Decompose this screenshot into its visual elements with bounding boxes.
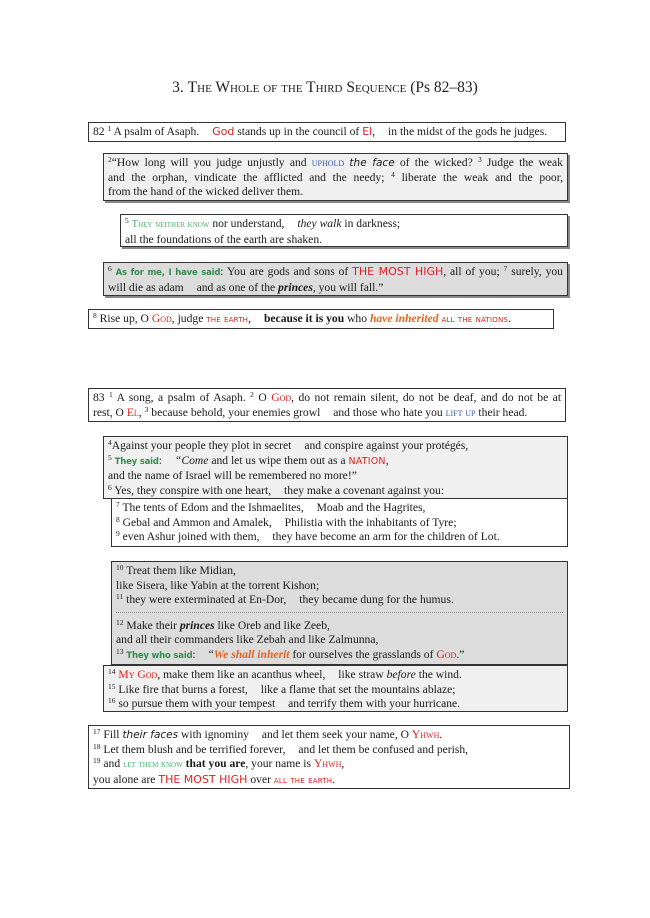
- text: , all of you;: [443, 265, 500, 278]
- heading-number: 3.: [172, 79, 184, 96]
- text: , judge: [171, 312, 204, 325]
- text: and let them be confused and perish,: [298, 742, 469, 756]
- text: Against your people they plot in secret: [111, 439, 292, 452]
- text: : You are gods: [220, 265, 290, 278]
- ps82-v5-line2: all the foundations of the earth are shaken.: [125, 232, 323, 246]
- text: .: [332, 772, 336, 786]
- text: Like fire that burns a forest,: [118, 682, 248, 696]
- text: they have become an arm for the children of Lot.: [272, 530, 500, 543]
- verse-number: 1: [109, 390, 113, 399]
- verse-number: 8: [93, 311, 97, 320]
- verse-number: 3: [144, 404, 149, 414]
- verse-number: 1: [107, 124, 112, 133]
- text: , you will fall.”: [312, 280, 384, 294]
- text: they became dung for the humus.: [299, 593, 454, 606]
- verse-number: 17: [93, 727, 101, 736]
- verse-number: 4: [391, 169, 395, 179]
- because-term: because it is you: [263, 312, 345, 325]
- text: and the orphan,: [108, 170, 188, 184]
- heading-ref: (Ps 82–83): [410, 79, 478, 96]
- most-high-term: THE MOST HIGH: [158, 772, 248, 786]
- text: , make them like an acanthus wheel,: [157, 668, 326, 681]
- text: .: [439, 728, 443, 741]
- text: Rise up, O: [99, 312, 149, 325]
- text: over: [250, 772, 271, 786]
- before-term: before: [386, 668, 416, 681]
- ps83-v19-line: [93, 757, 565, 773]
- ps83-v4-box: [103, 436, 568, 499]
- earth-term: the earth: [206, 314, 249, 325]
- ps83-v19-line2: [93, 773, 565, 789]
- yhwh-term: Yhwh: [411, 728, 440, 741]
- text: liberate the weak and the poor,: [401, 170, 564, 184]
- verse-number: 10: [116, 563, 124, 572]
- that-you-are-term: that you are: [185, 757, 246, 770]
- text: even Ashur joined with them,: [122, 530, 260, 543]
- verse-number: 6: [108, 482, 112, 492]
- lift-up-term: lift up: [445, 406, 476, 419]
- text: you alone are: [93, 772, 156, 786]
- text: Let them blush and be terrified forever,: [103, 742, 286, 756]
- princes-term: princes: [179, 618, 215, 632]
- ps83-v12-line1: [116, 619, 563, 634]
- ps82-v5-box: [120, 214, 568, 247]
- verse-number: 7: [116, 500, 120, 509]
- text: they make a covenant against you:: [284, 483, 445, 497]
- text: ,: [372, 125, 376, 138]
- text: so pursue them with your tempest: [118, 697, 276, 710]
- text: of the wicked?: [399, 156, 473, 169]
- text: and let them seek your name, O: [261, 728, 409, 741]
- verse-number: 9: [116, 529, 120, 538]
- let-them-know-term: let them know: [123, 759, 183, 770]
- text: Yes, they conspire with one heart,: [114, 483, 272, 497]
- verse-number: 12: [116, 617, 124, 627]
- text: Moab and the Hagrites,: [316, 501, 426, 514]
- text: Make their: [126, 618, 177, 632]
- text: and sons of: [293, 265, 349, 278]
- psalm-number: 82: [93, 125, 105, 138]
- ps82-v2-line1: [108, 156, 563, 171]
- ps83-v7-line2: [116, 516, 563, 531]
- text: the wind.: [418, 668, 462, 681]
- text: like straw: [338, 668, 384, 681]
- verse-number: 4: [108, 438, 112, 447]
- princes-term: princes: [278, 280, 313, 294]
- text: surely, you: [511, 265, 563, 278]
- text: and: [289, 156, 307, 169]
- dotted-separator: [116, 608, 563, 613]
- text: because behold, your enemies growl: [151, 405, 321, 419]
- ps82-v5-line1: [125, 217, 563, 233]
- text: like Oreb and like Zeeb,: [217, 618, 330, 632]
- text: , do not remain silent,: [291, 391, 399, 404]
- text: .”: [456, 647, 465, 661]
- nation-term: NATION: [348, 455, 386, 467]
- nations-term: all the nations: [441, 314, 509, 325]
- ps83-v10-box: [111, 561, 568, 665]
- verse-number: 14: [108, 667, 116, 676]
- text: who: [347, 312, 368, 325]
- text: and let us wipe them out as a: [211, 453, 346, 467]
- ps82-v8-box: [88, 309, 554, 329]
- ps83-v17-box: [88, 725, 570, 789]
- section-heading: [0, 79, 650, 97]
- verse-number: 7: [503, 264, 508, 273]
- verse-number: 13: [116, 646, 124, 656]
- yhwh-term: Yhwh: [313, 757, 342, 770]
- text: ,: [385, 453, 389, 467]
- ps83-v14-box: [103, 665, 568, 712]
- ps83-v4-line2: [108, 454, 563, 470]
- text: , your name is: [245, 757, 312, 770]
- text: Judge the weak: [486, 156, 563, 169]
- ps82-v6-box: [103, 262, 568, 296]
- text: stands up in the council of: [237, 125, 360, 138]
- heading-title: The Whole of the Third Sequence: [187, 79, 407, 96]
- ps82-v1-line: [93, 125, 561, 140]
- verse-number: 19: [93, 756, 101, 765]
- ps83-v16-line: [108, 697, 563, 712]
- text: Gebal and Ammon and Amalek,: [122, 515, 272, 529]
- ps83-v1-line1: [93, 391, 561, 406]
- verse-number: 16: [108, 696, 116, 705]
- ps83-v1-box: [88, 388, 566, 422]
- ps83-v15-line: [108, 683, 563, 698]
- verse-number: 11: [116, 592, 124, 601]
- text: The tents of Edom and the Ishmaelites,: [122, 501, 304, 514]
- uphold-term: uphold: [311, 157, 345, 169]
- text: and: [103, 757, 121, 770]
- ps82-v6-line2: [108, 281, 563, 296]
- text: like a flame that set the mountains ablaze;: [260, 682, 456, 696]
- text: they were exterminated at En-Dor,: [126, 593, 287, 606]
- text: “: [208, 647, 214, 661]
- face-term: the face: [349, 157, 395, 169]
- el-term: El: [362, 125, 373, 138]
- text: Philistia with the inhabitants of Tyre;: [284, 515, 457, 529]
- verse-number: 18: [93, 741, 101, 751]
- text: will die as adam: [108, 280, 184, 294]
- faces-term: their faces: [122, 729, 179, 741]
- ps83-v1-line2: [93, 406, 561, 421]
- god-term: God: [151, 312, 172, 325]
- text: do not be deaf, and do not be at: [402, 391, 562, 404]
- come-term: “Come: [174, 453, 209, 467]
- text: O: [258, 391, 267, 404]
- ps83-v13-line: [116, 648, 563, 664]
- ps83-v4-line3: and the name of Israel will be remembered no more!”: [108, 469, 357, 482]
- as-for-me-term: As for me, I have said: [115, 268, 221, 278]
- text: for ourselves the grasslands of: [292, 647, 434, 661]
- ps83-v4-line1: [108, 439, 563, 454]
- ps82-v6-line1: [108, 265, 563, 281]
- text: vindicate the afflicted and the needy;: [194, 170, 385, 184]
- text: ,: [248, 312, 252, 325]
- text: A psalm of Asaph.: [113, 125, 200, 138]
- inherit-term: We shall inherit: [213, 647, 290, 661]
- ps82-v1-box: [88, 122, 566, 142]
- ps83-v12-line2: and all their commanders like Zebah and like Zalmunna,: [116, 633, 379, 646]
- text: their head.: [478, 405, 528, 419]
- text: with ignominy: [180, 728, 249, 741]
- verse-number: 8: [116, 514, 120, 524]
- text: and conspire against your protégés,: [304, 439, 469, 452]
- verse-number: 6: [108, 264, 112, 273]
- my-god-term: My God: [118, 668, 158, 681]
- text: :: [158, 453, 162, 467]
- verse-number: 15: [108, 681, 116, 691]
- text: :: [192, 647, 196, 661]
- text: in darkness;: [344, 217, 401, 230]
- text: Treat them like Midian,: [126, 564, 236, 577]
- ps83-v18-line: [93, 743, 565, 758]
- verse-number: 5: [125, 216, 129, 225]
- ps83-v10-line3: [116, 593, 563, 608]
- god-term: God: [436, 647, 457, 661]
- verse-number: 2: [108, 155, 112, 164]
- neither-know-term: They neither know: [131, 219, 210, 230]
- text: Fill: [103, 728, 120, 741]
- verse-number: 2: [250, 390, 254, 399]
- ps82-v8-line: [93, 312, 549, 328]
- ps83-v7-line1: [116, 501, 563, 516]
- ps83-v14-line1: [108, 668, 563, 683]
- text: and those who hate you: [333, 405, 443, 419]
- ps82-v2-box: [103, 153, 568, 201]
- text: in the midst of the gods he judges.: [388, 125, 548, 138]
- walk-term: they walk: [297, 217, 342, 230]
- they-who-said-term: They who said: [126, 650, 193, 661]
- text: rest, O: [93, 405, 124, 419]
- ps83-v10-line2: like Sisera, like Yabin at the torrent Kishon;: [116, 578, 320, 592]
- earth-term: all the earth: [273, 774, 333, 786]
- inherited-term: have inherited: [369, 312, 439, 325]
- god-term: God: [212, 125, 235, 138]
- text: ,: [341, 757, 345, 770]
- ps83-v7-box: [111, 498, 568, 547]
- ps82-v2-line2: [108, 171, 563, 186]
- el-term: El: [126, 405, 139, 419]
- ps83-v10-line1: [116, 564, 563, 579]
- ps83-v4-line4: [108, 484, 563, 499]
- verse-number: 3: [477, 155, 482, 164]
- most-high-term: THE MOST HIGH: [352, 265, 444, 278]
- god-term: God: [271, 391, 292, 404]
- ps83-v7-line3: [116, 530, 563, 545]
- text: nor understand,: [212, 217, 285, 230]
- ps83-v17-line: [93, 728, 565, 743]
- they-said-term: They said: [114, 456, 159, 467]
- text: .: [508, 312, 511, 325]
- text: “How long will you judge unjustly: [111, 156, 285, 169]
- text: and terrify them with your hurricane.: [288, 697, 461, 710]
- text: A song, a psalm of Asaph.: [116, 391, 246, 404]
- ps82-v2-line3: from the hand of the wicked deliver them.: [108, 185, 304, 198]
- verse-number: 5: [108, 452, 112, 462]
- text: and as one of the: [196, 280, 276, 294]
- text: ,: [138, 405, 142, 419]
- psalm-number: 83: [93, 391, 105, 404]
